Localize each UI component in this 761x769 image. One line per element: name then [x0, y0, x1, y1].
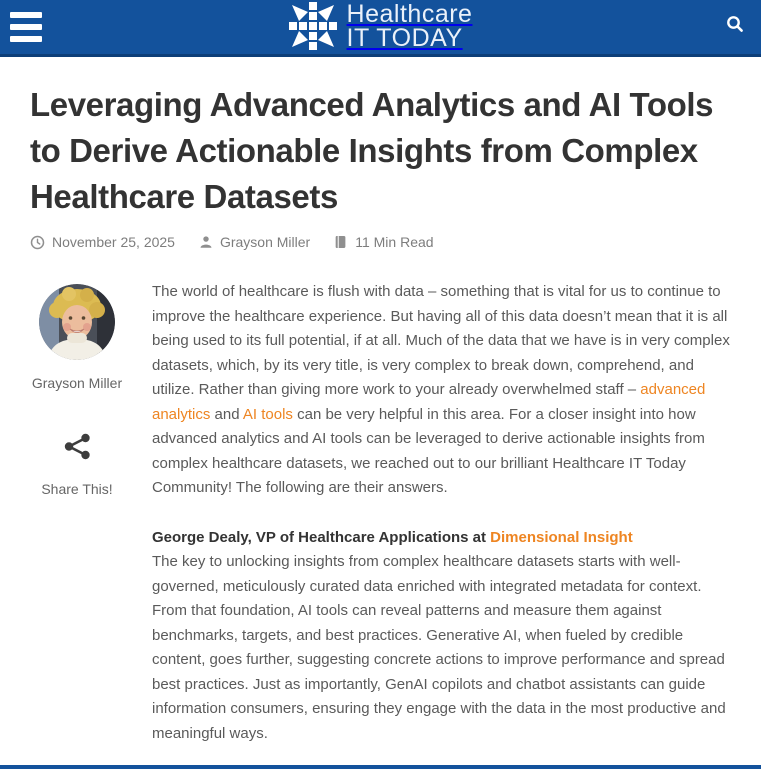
meta-date-label: November 25, 2025	[52, 234, 175, 250]
menu-button[interactable]	[10, 12, 42, 42]
brand-line-2: IT TODAY	[346, 24, 463, 52]
person-icon	[199, 235, 213, 249]
book-icon	[334, 235, 348, 249]
text-segment: The world of healthcare is flush with data – something that is vital for us to continue to improve the healthcare experience. But having all of this data doesn’t mean that it is all being used to its full potential, if at all. Much of the data that we have is in very complex datasets, which, by its very title, is very complex to break down, comprehend, and utilize. Rather than giving more work to your already overwhelmed staff –	[152, 283, 730, 398]
text-segment: and	[210, 405, 243, 423]
inline-link[interactable]: Dimensional Insight	[490, 528, 633, 546]
meta-date	[30, 234, 175, 250]
text-segment: George Dealy, VP of Healthcare Applications at	[152, 528, 491, 546]
meta-author[interactable]	[199, 234, 310, 250]
hamburger-icon	[10, 36, 42, 42]
search-icon	[724, 13, 746, 35]
share-icon	[64, 433, 91, 460]
brand-line-1: Healthcare	[346, 0, 473, 28]
healthcare-it-today-logo-mark-icon	[289, 2, 337, 50]
share-label: Share This!	[41, 481, 113, 497]
meta-author-label: Grayson Miller	[219, 234, 311, 250]
meta-read-time-label: 11 Min Read	[355, 234, 434, 250]
article-meta	[30, 234, 731, 250]
hamburger-icon	[10, 12, 42, 18]
author-name: Grayson Miller	[31, 375, 123, 391]
inline-link[interactable]: AI tools	[242, 405, 293, 423]
expert-body-text: The key to unlocking insights from complex healthcare datasets starts with well-governed, meticulously curated data enriched with integrated metadata for context. From that foundation, AI tools can reveal patterns and measure them against benchmarks, targets, and best practices. Generative AI, when fueled by credible content, goes further, suggesting concrete actions to improve performance and spread best practices. Just as importantly, GenAI copilots and chatbot assistants can guide information consumers, ensuring they engage with the data in the most productive and meaningful ways.	[152, 553, 726, 742]
author-avatar-photo[interactable]	[39, 284, 115, 360]
search-button[interactable]	[722, 12, 748, 38]
article-text-column	[152, 280, 731, 746]
meta-read-time	[334, 234, 433, 250]
author-sidebar	[30, 280, 124, 746]
expert-heading	[152, 526, 731, 551]
footer-top-bar	[0, 765, 761, 769]
site-brand-text	[347, 2, 473, 50]
intro-paragraph	[152, 280, 731, 501]
expert-section	[152, 526, 731, 747]
text-segment: can be very helpful in this area. For a closer insight into how advanced analytics and AI tools can be leveraged to derive actionable insights from complex healthcare datasets, we reached out to our brilliant Healthcare IT Today Community! The following are their answers.	[152, 405, 705, 496]
inline-link[interactable]: advanced analytics	[152, 381, 706, 423]
share-button[interactable]	[64, 433, 91, 463]
article-body-row	[30, 280, 731, 746]
article-page	[0, 82, 761, 746]
hamburger-icon	[10, 24, 42, 30]
site-logo[interactable]	[289, 2, 473, 50]
site-header	[0, 0, 761, 57]
clock-icon	[30, 235, 45, 250]
page-title: Leveraging Advanced Analytics and AI Tools to Derive Actionable Insights from Complex Healthcare Datasets	[30, 86, 714, 215]
